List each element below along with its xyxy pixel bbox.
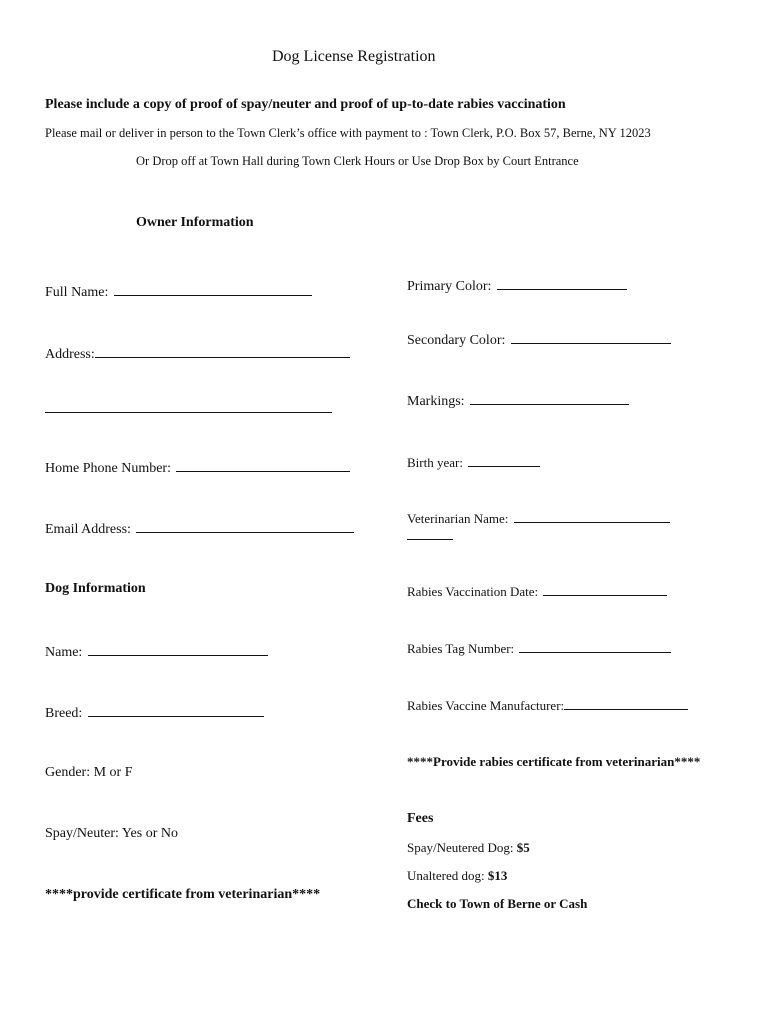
fee-spayed-label: Spay/Neutered Dog: — [407, 840, 514, 855]
fee-spayed — [407, 840, 530, 856]
breed-blank[interactable] — [88, 704, 264, 717]
email-blank[interactable] — [136, 520, 354, 533]
dog-name-blank[interactable] — [88, 643, 268, 656]
primary-color-blank[interactable] — [497, 277, 627, 290]
breed-field[interactable] — [45, 704, 264, 722]
fee-spayed-amount: $5 — [516, 840, 530, 855]
rabies-tag-blank[interactable] — [519, 640, 671, 653]
primary-color-label: Primary Color: — [407, 279, 492, 294]
rabies-manufacturer-blank[interactable] — [564, 697, 688, 710]
spay-neuter-field[interactable]: Spay/Neuter: Yes or No — [45, 826, 178, 841]
drop-off-instructions: Or Drop off at Town Hall during Town Clerk Hours or Use Drop Box by Court Entrance — [136, 154, 579, 168]
markings-field[interactable] — [407, 392, 629, 410]
fee-unaltered-label: Unaltered dog: — [407, 868, 485, 883]
rabies-tag-field[interactable] — [407, 640, 671, 657]
gender-field[interactable]: Gender: M or F — [45, 765, 133, 780]
home-phone-label: Home Phone Number: — [45, 461, 171, 476]
rabies-tag-label: Rabies Tag Number: — [407, 641, 515, 656]
address-blank[interactable] — [95, 345, 350, 358]
mail-instructions: Please mail or deliver in person to the Town Clerk’s office with payment to : Town Clerk, P.O. Box 57, Berne, NY 12023 — [45, 126, 651, 140]
secondary-color-blank[interactable] — [511, 331, 671, 344]
full-name-field[interactable] — [45, 283, 312, 301]
proof-notice: Please include a copy of proof of spay/neuter and proof of up-to-date rabies vaccination — [45, 97, 566, 112]
fees-heading: Fees — [407, 811, 434, 826]
secondary-color-label: Secondary Color: — [407, 333, 506, 348]
payment-note: Check to Town of Berne or Cash — [407, 896, 588, 911]
full-name-label: Full Name: — [45, 285, 109, 300]
dog-name-field[interactable] — [45, 643, 268, 661]
vet-name-blank[interactable] — [514, 510, 670, 523]
owner-info-heading: Owner Information — [136, 215, 254, 230]
birth-year-label: Birth year: — [407, 455, 463, 470]
rabies-manufacturer-field[interactable] — [407, 697, 688, 714]
vet-name-field[interactable] — [407, 510, 670, 527]
rabies-date-field[interactable] — [407, 583, 667, 600]
email-field[interactable] — [45, 520, 354, 538]
dog-name-label: Name: — [45, 645, 83, 660]
rabies-manufacturer-label: Rabies Vaccine Manufacturer: — [407, 698, 565, 713]
email-label: Email Address: — [45, 522, 131, 537]
certificate-note: ****provide certificate from veterinarian**** — [45, 887, 321, 902]
home-phone-blank[interactable] — [176, 459, 350, 472]
address-second-line[interactable] — [45, 411, 332, 413]
birth-year-blank[interactable] — [468, 454, 540, 467]
page-title: Dog License Registration — [272, 48, 436, 65]
markings-blank[interactable] — [470, 392, 629, 405]
vet-name-second-line[interactable] — [407, 538, 453, 540]
markings-label: Markings: — [407, 394, 465, 409]
birth-year-field[interactable] — [407, 454, 540, 471]
primary-color-field[interactable] — [407, 277, 627, 295]
fee-unaltered — [407, 868, 507, 884]
address-field[interactable] — [45, 345, 350, 363]
home-phone-field[interactable] — [45, 459, 350, 477]
vet-name-label: Veterinarian Name: — [407, 511, 509, 526]
rabies-date-label: Rabies Vaccination Date: — [407, 584, 539, 599]
rabies-certificate-note: ****Provide rabies certificate from veterinarian**** — [407, 754, 701, 769]
breed-label: Breed: — [45, 706, 83, 721]
full-name-blank[interactable] — [114, 283, 312, 296]
fee-unaltered-amount: $13 — [487, 868, 508, 883]
dog-info-heading: Dog Information — [45, 581, 146, 596]
rabies-date-blank[interactable] — [543, 583, 667, 596]
address-label: Address: — [45, 347, 95, 362]
secondary-color-field[interactable] — [407, 331, 671, 349]
